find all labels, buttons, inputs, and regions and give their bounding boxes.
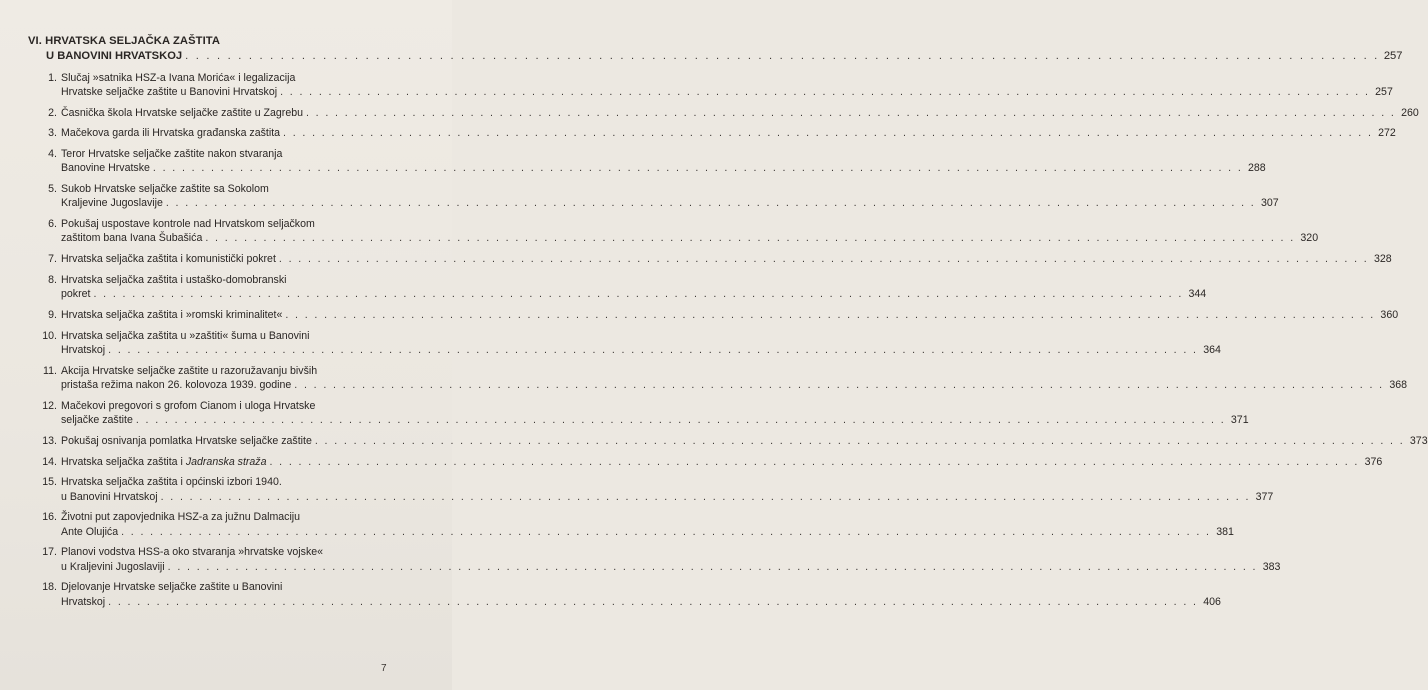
entry-number: 15. bbox=[42, 476, 57, 489]
entry-last-line bbox=[61, 343, 1221, 357]
entry-last-line bbox=[61, 434, 1428, 448]
entry-title-line: Sukob Hrvatske seljačke zaštite sa Sokolom bbox=[61, 183, 269, 196]
entry-body bbox=[61, 273, 1206, 301]
entry-last-line bbox=[61, 413, 1249, 427]
entry-title-text: pristaša režima nakon 26. kolovoza 1939. godine bbox=[61, 378, 292, 391]
entry-body bbox=[61, 364, 1407, 392]
entry-last-line bbox=[61, 85, 1393, 99]
entry-title-text: Pokušaj osnivanja pomlatka Hrvatske seljačke zaštite bbox=[61, 434, 312, 447]
dot-leader bbox=[168, 560, 1258, 574]
dot-leader bbox=[136, 413, 1226, 427]
entry-title-text: Ante Olujića bbox=[61, 525, 119, 538]
entry-number: 10. bbox=[42, 329, 57, 342]
dot-leader bbox=[270, 455, 1360, 469]
dot-leader bbox=[205, 231, 1295, 245]
entry-page-number: 320 bbox=[1300, 232, 1319, 245]
entry-page-number: 257 bbox=[1375, 85, 1393, 98]
dot-leader bbox=[161, 490, 1251, 504]
toc-entry bbox=[28, 147, 1266, 175]
chapter-page-number: 257 bbox=[1383, 50, 1403, 62]
entry-title-line: Hrvatska seljačka zaštita i općinski izbori 1940. bbox=[61, 476, 282, 489]
toc-entry bbox=[28, 364, 1408, 392]
entry-number: 6. bbox=[48, 218, 57, 231]
entry-number: 16. bbox=[42, 511, 57, 524]
dot-leader bbox=[285, 308, 1375, 322]
entry-title-text: Hrvatska seljačka zaštita i Jadranska straža bbox=[61, 455, 267, 468]
entry-last-line bbox=[61, 595, 1221, 609]
entry-body bbox=[61, 434, 1428, 448]
entry-page-number: 364 bbox=[1203, 343, 1221, 356]
entry-number: 2. bbox=[48, 106, 57, 119]
dot-leader bbox=[166, 196, 1256, 210]
toc-entry bbox=[28, 217, 1319, 245]
chapter-title-row bbox=[28, 49, 1403, 64]
entry-last-line bbox=[61, 231, 1318, 245]
entry-title-line: Životni put zapovjednika HSZ-a za južnu Dalmaciju bbox=[61, 511, 301, 524]
entry-number: 12. bbox=[42, 399, 57, 412]
entry-number: 3. bbox=[48, 127, 57, 140]
entry-body bbox=[61, 475, 1273, 503]
entry-title-line: Hrvatska seljačka zaštita i ustaško-domobranski bbox=[61, 273, 287, 286]
entry-number: 17. bbox=[42, 546, 57, 559]
toc-entry bbox=[28, 510, 1234, 538]
dot-leader bbox=[279, 252, 1369, 266]
entry-number: 11. bbox=[43, 364, 57, 377]
dot-leader bbox=[306, 106, 1396, 120]
entry-last-line bbox=[61, 378, 1407, 392]
entry-title-text: pokret bbox=[61, 288, 91, 301]
toc-entry bbox=[28, 126, 1396, 140]
toc-entry bbox=[28, 106, 1419, 120]
dot-leader bbox=[185, 49, 1379, 64]
entry-number: 8. bbox=[48, 273, 57, 286]
entry-body bbox=[61, 126, 1396, 140]
toc-entry bbox=[28, 455, 1383, 469]
entry-page-number: 288 bbox=[1247, 162, 1266, 175]
entry-number: 9. bbox=[48, 308, 57, 321]
dot-leader bbox=[283, 126, 1373, 140]
entry-number: 13. bbox=[42, 434, 57, 447]
toc-entry bbox=[28, 329, 1221, 357]
dot-leader bbox=[280, 85, 1370, 99]
entry-page-number: 328 bbox=[1373, 253, 1392, 266]
dot-leader bbox=[153, 161, 1243, 175]
entry-title-text: Hrvatskoj bbox=[61, 595, 106, 608]
entry-number: 18. bbox=[42, 581, 57, 594]
entry-body bbox=[61, 308, 1398, 322]
entry-page-number: 272 bbox=[1378, 127, 1396, 140]
entry-title-line: Planovi vodstva HSS-a oko stvaranja »hrvatske vojske« bbox=[61, 546, 324, 559]
entry-title-text: Časnička škola Hrvatske seljačke zaštite u Zagrebu bbox=[61, 106, 303, 119]
entry-number: 4. bbox=[48, 148, 57, 161]
entry-number: 7. bbox=[48, 253, 57, 266]
entry-title-text: u Banovini Hrvatskoj bbox=[61, 490, 158, 503]
entry-body bbox=[61, 580, 1221, 608]
entry-title-line: Akcija Hrvatske seljačke zaštite u razoružavanju bivših bbox=[61, 364, 318, 377]
entry-title-text: Hrvatska seljačka zaštita i »romski kriminalitet« bbox=[61, 308, 283, 321]
toc-entries bbox=[28, 71, 1428, 609]
entry-title-text: Mačekova garda ili Hrvatska građanska zaštita bbox=[61, 127, 281, 140]
toc-entry bbox=[28, 434, 1428, 448]
entry-last-line bbox=[61, 106, 1419, 120]
toc-entry bbox=[28, 71, 1393, 99]
entry-body bbox=[61, 545, 1280, 573]
toc-entry bbox=[28, 545, 1281, 573]
dot-leader bbox=[93, 287, 1183, 301]
entry-page-number: 406 bbox=[1203, 595, 1221, 608]
entry-last-line bbox=[61, 490, 1273, 504]
entry-body bbox=[61, 455, 1382, 469]
entry-title-line: Pokušaj uspostave kontrole nad Hrvatskom seljačkom bbox=[61, 218, 315, 231]
entry-body bbox=[61, 106, 1419, 120]
entry-page-number: 373 bbox=[1409, 434, 1428, 447]
dot-leader bbox=[108, 595, 1198, 609]
entry-page-number: 381 bbox=[1216, 525, 1234, 538]
entry-last-line bbox=[61, 560, 1280, 574]
dot-leader bbox=[108, 343, 1198, 357]
entry-title-line: Hrvatska seljačka zaštita u »zaštiti« šuma u Banovini bbox=[61, 329, 310, 342]
entry-last-line bbox=[61, 525, 1234, 539]
entry-last-line bbox=[61, 196, 1279, 210]
page-number: 7 bbox=[381, 663, 387, 674]
entry-title-text: u Kraljevini Jugoslaviji bbox=[61, 560, 165, 573]
entry-body bbox=[61, 147, 1266, 175]
entry-page-number: 260 bbox=[1401, 106, 1419, 119]
toc-entry bbox=[28, 182, 1279, 210]
entry-page-number: 307 bbox=[1260, 197, 1279, 210]
entry-page-number: 376 bbox=[1364, 455, 1383, 468]
entry-last-line bbox=[61, 252, 1392, 266]
dot-leader bbox=[121, 525, 1211, 539]
entry-body bbox=[61, 182, 1279, 210]
toc-entry bbox=[28, 308, 1399, 322]
entry-body bbox=[61, 399, 1249, 427]
entry-title-text: Hrvatskoj bbox=[61, 343, 106, 356]
toc-entry bbox=[28, 399, 1249, 427]
entry-last-line bbox=[61, 308, 1398, 322]
entry-page-number: 360 bbox=[1380, 308, 1399, 321]
entry-last-line bbox=[61, 126, 1396, 140]
dot-leader bbox=[315, 434, 1405, 448]
entry-last-line bbox=[61, 161, 1266, 175]
toc-entry bbox=[28, 252, 1392, 266]
table-of-contents bbox=[28, 34, 1428, 609]
entry-title-text: seljačke zaštite bbox=[61, 413, 133, 426]
entry-title-text: Hrvatska seljačka zaštita i komunistički pokret bbox=[61, 253, 276, 266]
entry-title-line: Teror Hrvatske seljačke zaštite nakon stvaranja bbox=[61, 148, 283, 161]
entry-body bbox=[61, 217, 1318, 245]
entry-page-number: 344 bbox=[1188, 288, 1207, 301]
entry-page-number: 377 bbox=[1255, 490, 1274, 503]
toc-entry bbox=[28, 580, 1221, 608]
entry-body bbox=[61, 71, 1393, 99]
entry-title-text: Hrvatske seljačke zaštite u Banovini Hrvatskoj bbox=[61, 85, 278, 98]
entry-body bbox=[61, 510, 1234, 538]
entry-title-text: Kraljevine Jugoslavije bbox=[61, 197, 163, 210]
toc-entry bbox=[28, 273, 1207, 301]
entry-page-number: 383 bbox=[1262, 560, 1281, 573]
entry-title-text: Banovine Hrvatske bbox=[61, 162, 150, 175]
entry-title-line: Mačekovi pregovori s grofom Cianom i uloga Hrvatske bbox=[61, 399, 316, 412]
entry-last-line bbox=[61, 455, 1382, 469]
entry-title-line: Djelovanje Hrvatske seljačke zaštite u Banovini bbox=[61, 581, 283, 594]
entry-number: 14. bbox=[42, 455, 57, 468]
entry-page-number: 371 bbox=[1230, 413, 1249, 426]
dot-leader bbox=[294, 378, 1384, 392]
entry-number: 5. bbox=[48, 183, 57, 196]
toc-entry bbox=[28, 475, 1274, 503]
entry-body bbox=[61, 329, 1221, 357]
entry-body bbox=[61, 252, 1392, 266]
chapter-title: VI. HRVATSKA SELJAČKA ZAŠTITA bbox=[28, 35, 221, 47]
entry-title-text: zaštitom bana Ivana Šubašića bbox=[61, 232, 203, 245]
entry-title-line: Slučaj »satnika HSZ-a Ivana Morića« i legalizacija bbox=[61, 71, 296, 84]
entry-last-line bbox=[61, 287, 1206, 301]
entry-number: 1. bbox=[48, 71, 57, 84]
chapter-subtitle: U BANOVINI HRVATSKOJ bbox=[46, 50, 183, 62]
entry-page-number: 368 bbox=[1389, 378, 1408, 391]
